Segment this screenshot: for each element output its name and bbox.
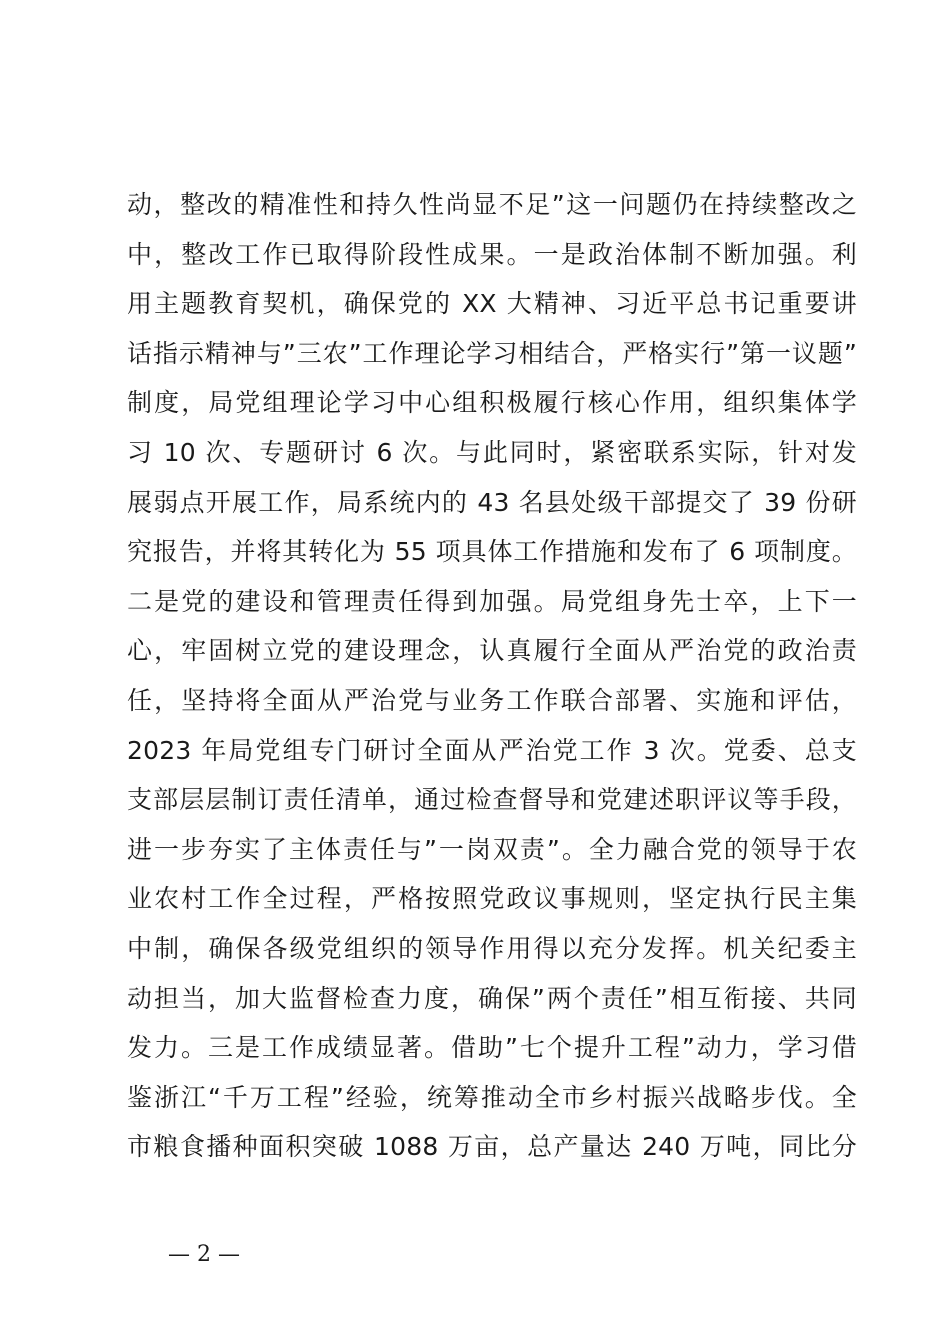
- text-line: 发力。三是工作成绩显著。借助”七个提升工程”动力，学习借: [127, 1033, 857, 1063]
- text-line: 鉴浙江“千万工程”经验，统筹推动全市乡村振兴战略步伐。全: [127, 1082, 857, 1112]
- text-line: 中，整改工作已取得阶段性成果。一是政治体制不断加强。利: [127, 239, 857, 269]
- text-line: 话指示精神与”三农”工作理论学习相结合，严格实行”第一议题”: [127, 338, 857, 368]
- text-line: 进一步夯实了主体责任与”一岗双责”。全力融合党的领导于农: [127, 834, 857, 864]
- text-line: 市粮食播种面积突破 1088 万亩，总产量达 240 万吨，同比分: [127, 1132, 857, 1162]
- text-line: 究报告，并将其转化为 55 项具体工作措施和发布了 6 项制度。: [127, 537, 857, 567]
- text-line: 二是党的建设和管理责任得到加强。局党组身先士卒，上下一: [127, 586, 857, 616]
- text-line: 2023 年局党组专门研讨全面从严治党工作 3 次。党委、总支: [127, 735, 857, 765]
- text-line: 中制，确保各级党组织的领导作用得以充分发挥。机关纪委主: [127, 933, 857, 963]
- text-line: 任，坚持将全面从严治党与业务工作联合部署、实施和评估，: [127, 685, 857, 715]
- text-line: 动担当，加大监督检查力度，确保”两个责任”相互衔接、共同: [127, 983, 857, 1013]
- body-paragraph: [127, 180, 857, 1172]
- page-number: — 2 —: [168, 1242, 240, 1267]
- text-line: 动，整改的精准性和持久性尚显不足”这一问题仍在持续整改之: [127, 190, 857, 219]
- text-line: 用主题教育契机，确保党的 XX 大精神、习近平总书记重要讲: [127, 289, 857, 319]
- text-line: 业农村工作全过程，严格按照党政议事规则，坚定执行民主集: [127, 884, 857, 914]
- text-line: 心，牢固树立党的建设理念，认真履行全面从严治党的政治责: [127, 636, 857, 666]
- text-line: 制度，局党组理论学习中心组积极履行核心作用，组织集体学: [127, 388, 857, 418]
- text-line: 支部层层制订责任清单，通过检查督导和党建述职评议等手段，: [127, 785, 857, 815]
- text-line: 习 10 次、专题研讨 6 次。与此同时，紧密联系实际，针对发: [127, 437, 857, 467]
- text-line: 展弱点开展工作，局系统内的 43 名县处级干部提交了 39 份研: [127, 487, 857, 517]
